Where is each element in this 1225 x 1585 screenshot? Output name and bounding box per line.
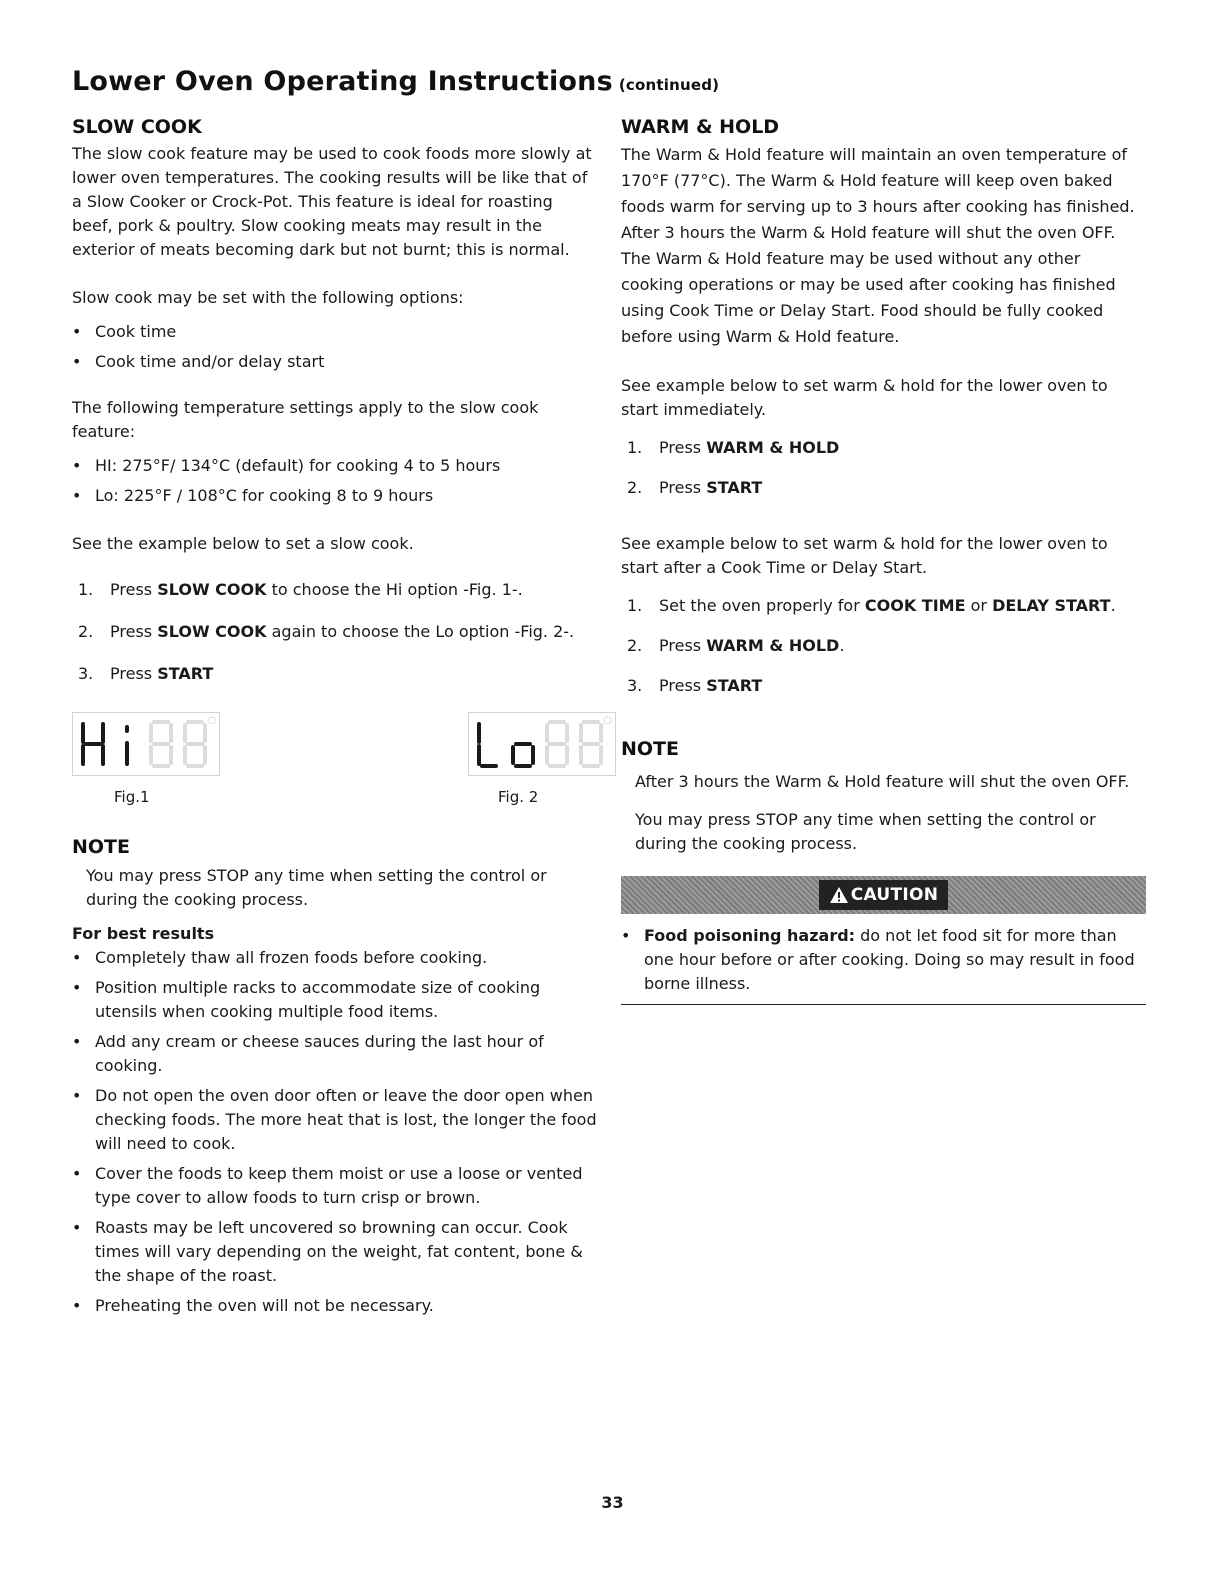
lcd-display-lo xyxy=(468,712,616,776)
note-heading-right: NOTE xyxy=(621,738,679,760)
digit-blank xyxy=(577,719,605,769)
list-item: • Cover the foods to keep them moist or use a loose or vented type cover to allow foods to turn crisp or brown. xyxy=(72,1162,597,1210)
degree-icon: ○ xyxy=(603,715,612,726)
step-item: 1. Set the oven properly for COOK TIME or DELAY START. xyxy=(627,596,1116,615)
best-results-heading: For best results xyxy=(72,924,215,943)
warm-hold-steps-1 xyxy=(621,436,1146,500)
caution-banner xyxy=(621,876,1146,914)
list-item: • Cook time xyxy=(72,320,597,344)
step-item: 3. Press START xyxy=(627,676,763,695)
digit-blank xyxy=(147,719,175,769)
list-item: • Lo: 225°F / 108°C for cooking 8 to 9 hours xyxy=(72,484,597,508)
page-title-text: Lower Oven Operating Instructions xyxy=(72,66,613,97)
slow-cook-intro: The slow cook feature may be used to cook foods more slowly at lower oven temperatures. The cooking results will be like that of a Slow Cooker or Crock-Pot. This feature is ideal for roasting beef, pork & poultry. Slow cooking meats may result in the exterior of meats becoming dark but not burnt; this is normal. xyxy=(72,144,592,259)
warm-hold-example1-intro: See example below to set warm & hold for the lower oven to start immediately. xyxy=(621,376,1108,419)
slow-cook-steps xyxy=(72,578,597,686)
digit-l xyxy=(475,719,503,769)
caution-divider xyxy=(621,1004,1146,1005)
list-item: • Position multiple racks to accommodate size of cooking utensils when cooking multiple food items. xyxy=(72,976,597,1024)
left-column xyxy=(72,114,612,1318)
warm-hold-heading: WARM & HOLD xyxy=(621,116,780,138)
digit-blank xyxy=(181,719,209,769)
figure-1-caption: Fig.1 xyxy=(114,788,150,806)
step-item: 3. Press START xyxy=(78,664,214,683)
digit-o xyxy=(509,719,537,769)
best-results-list xyxy=(72,946,597,1318)
continued-label: (continued) xyxy=(618,76,720,94)
list-item: • Do not open the oven door often or leave the door open when checking foods. The more heat that is lost, the longer the food will need to cook. xyxy=(72,1084,597,1156)
page-number: 33 xyxy=(601,1493,624,1512)
list-item: • Cook time and/or delay start xyxy=(72,350,597,374)
warm-hold-example2-intro: See example below to set warm & hold for the lower oven to start after a Cook Time or Delay Start. xyxy=(621,534,1108,577)
list-item: • Roasts may be left uncovered so browning can occur. Cook times will vary depending on the weight, fat content, bone & the shape of the roast. xyxy=(72,1216,597,1288)
degree-icon: ○ xyxy=(207,715,216,726)
step-item: 2. Press START xyxy=(627,478,763,497)
note-text-left: You may press STOP any time when setting the control or during the cooking process. xyxy=(86,866,547,909)
warm-hold-steps-2 xyxy=(621,594,1146,698)
caution-item: • Food poisoning hazard: do not let food sit for more than one hour before or after cooking. Doing so may result in food borne illness. xyxy=(621,924,1146,996)
figure-2-caption: Fig. 2 xyxy=(498,788,539,806)
figure-1 xyxy=(72,712,220,806)
slow-cook-options-list xyxy=(72,320,597,374)
caution-label: CAUTION xyxy=(819,880,949,910)
note-text-right-2: You may press STOP any time when setting the control or during the cooking process. xyxy=(635,810,1096,853)
step-item: 2. Press WARM & HOLD. xyxy=(627,636,845,655)
note-heading-left: NOTE xyxy=(72,836,130,858)
digit-h xyxy=(79,719,107,769)
warning-triangle-icon xyxy=(829,886,849,904)
slow-cook-temp-list xyxy=(72,454,597,508)
step-item: 1. Press SLOW COOK to choose the Hi option -Fig. 1-. xyxy=(78,580,523,599)
slow-cook-temp-intro: The following temperature settings apply to the slow cook feature: xyxy=(72,398,539,441)
list-item: • HI: 275°F/ 134°C (default) for cooking 4 to 5 hours xyxy=(72,454,597,478)
page-title xyxy=(72,66,719,97)
slow-cook-options-intro: Slow cook may be set with the following options: xyxy=(72,288,464,307)
figure-2 xyxy=(468,712,616,806)
caution-list xyxy=(621,924,1146,996)
digit-i xyxy=(113,719,141,769)
right-column xyxy=(621,114,1146,1005)
step-item: 1. Press WARM & HOLD xyxy=(627,438,840,457)
slow-cook-heading: SLOW COOK xyxy=(72,116,202,138)
digit-blank xyxy=(543,719,571,769)
warm-hold-intro: The Warm & Hold feature will maintain an oven temperature of 170°F (77°C). The Warm & Hold feature will keep oven baked foods warm for serving up to 3 hours after cooking has finished. After 3 hours the Warm & Hold feature will shut the oven OFF. The Warm & Hold feature may be used without any other cooking operations or may be used after cooking has finished using Cook Time or Delay Start. Food should be fully cooked before using Warm & Hold feature. xyxy=(621,145,1135,346)
figures-row xyxy=(72,704,612,816)
note-text-right-1: After 3 hours the Warm & Hold feature will shut the oven OFF. xyxy=(635,772,1130,791)
step-item: 2. Press SLOW COOK again to choose the Lo option -Fig. 2-. xyxy=(78,622,575,641)
list-item: • Add any cream or cheese sauces during the last hour of cooking. xyxy=(72,1030,597,1078)
slow-cook-example-intro: See the example below to set a slow cook. xyxy=(72,534,414,553)
lcd-display-hi xyxy=(72,712,220,776)
list-item: • Preheating the oven will not be necessary. xyxy=(72,1294,597,1318)
list-item: • Completely thaw all frozen foods before cooking. xyxy=(72,946,597,970)
